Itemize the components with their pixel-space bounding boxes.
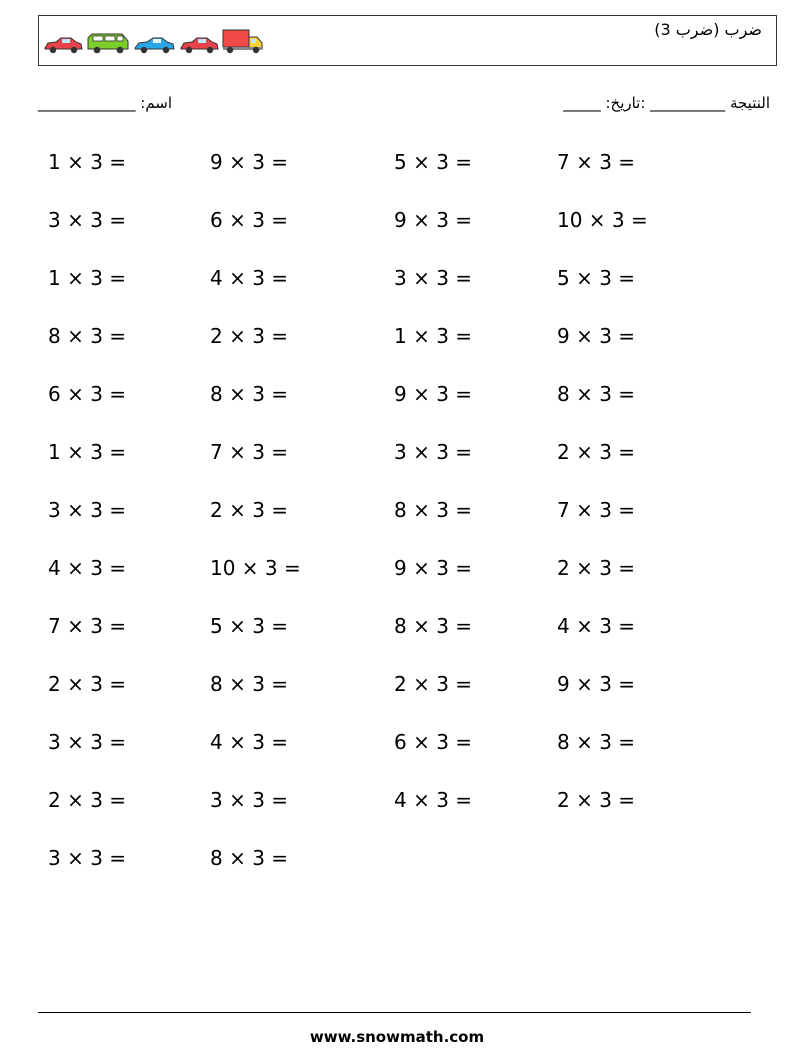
problem-item: 9 × 3 = [394,208,473,232]
problem-item: 4 × 3 = [48,556,127,580]
problem-item: 1 × 3 = [48,440,127,464]
problem-item: 3 × 3 = [48,498,127,522]
problem-item: 2 × 3 = [394,672,473,696]
problem-item: 6 × 3 = [210,208,289,232]
problem-item: 8 × 3 = [557,730,636,754]
problem-item: 7 × 3 = [48,614,127,638]
problem-item: 8 × 3 = [210,672,289,696]
problem-item: 8 × 3 = [394,498,473,522]
problem-item: 8 × 3 = [210,846,289,870]
problem-item: 9 × 3 = [557,672,636,696]
problem-item: 3 × 3 = [48,208,127,232]
problem-item: 9 × 3 = [557,324,636,348]
problem-item: 2 × 3 = [210,324,289,348]
name-field: اسم: _____________ [38,94,173,112]
problem-item: 1 × 3 = [48,266,127,290]
problem-item: 4 × 3 = [210,266,289,290]
problem-item: 5 × 3 = [394,150,473,174]
problem-item: 9 × 3 = [210,150,289,174]
problem-item: 2 × 3 = [48,788,127,812]
problem-item: 2 × 3 = [210,498,289,522]
problem-item: 2 × 3 = [48,672,127,696]
problem-item: 3 × 3 = [48,846,127,870]
problem-item: 2 × 3 = [557,556,636,580]
problem-item: 9 × 3 = [394,556,473,580]
problem-item: 4 × 3 = [210,730,289,754]
problem-item: 10 × 3 = [210,556,301,580]
problem-item: 3 × 3 = [394,266,473,290]
problem-item: 8 × 3 = [557,382,636,406]
problem-item: 6 × 3 = [394,730,473,754]
problem-item: 8 × 3 = [210,382,289,406]
problem-item: 5 × 3 = [210,614,289,638]
problem-item: 1 × 3 = [394,324,473,348]
date-score-field: النتيجة __________ :تاريخ: _____ [563,94,770,112]
problem-item: 7 × 3 = [557,150,636,174]
problem-item: 6 × 3 = [48,382,127,406]
problem-item: 3 × 3 = [48,730,127,754]
problem-item: 2 × 3 = [557,788,636,812]
problem-item: 4 × 3 = [394,788,473,812]
problem-item: 3 × 3 = [210,788,289,812]
problem-item: 7 × 3 = [557,498,636,522]
problem-item: 3 × 3 = [394,440,473,464]
worksheet-title: ضرب (ضرب 3) [654,20,762,39]
problem-item: 7 × 3 = [210,440,289,464]
problem-item: 8 × 3 = [48,324,127,348]
problem-item: 1 × 3 = [48,150,127,174]
problem-item: 10 × 3 = [557,208,648,232]
footer-divider [38,1012,751,1013]
problem-item: 2 × 3 = [557,440,636,464]
problem-item: 4 × 3 = [557,614,636,638]
problem-item: 5 × 3 = [557,266,636,290]
problem-item: 8 × 3 = [394,614,473,638]
problem-item: 9 × 3 = [394,382,473,406]
footer-url: www.snowmath.com [309,1028,485,1046]
